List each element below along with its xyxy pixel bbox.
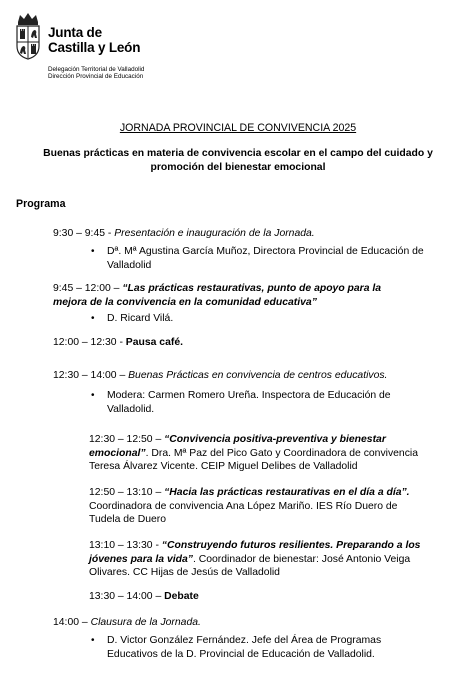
speaker-line: Dª. Mª Agustina García Muñoz, Directora Provincial de Educación de xyxy=(107,246,424,257)
talk-title: “Construyendo futuros resilientes. Preparando a los xyxy=(161,540,421,551)
session-good-practices xyxy=(53,369,387,383)
moderator-line: Valladolid. xyxy=(107,403,155,415)
session-time: 14:00 – xyxy=(53,617,91,628)
talk-title: Debate xyxy=(164,591,199,602)
speaker-line: D. Victor González Fernández. Jefe del Área de Programas xyxy=(107,635,382,646)
session-talk xyxy=(53,282,458,309)
session-title-cont: mejora de la convivencia en la comunidad educativa” xyxy=(53,296,317,308)
letterhead xyxy=(14,10,214,82)
bullet-icon: • xyxy=(91,246,95,257)
talk-time: 13:30 – 14:00 – xyxy=(89,591,165,602)
talk-speakers: Coordinadora de convivencia Ana López Mariño. IES Río Duero de xyxy=(89,500,398,512)
talk-entry xyxy=(89,433,458,474)
talk-speakers: . Dra. Mª Paz del Pico Gato y Coordinadora de convivencia xyxy=(145,447,418,459)
bullet-icon: • xyxy=(91,635,95,646)
talk-speakers-cont: Tudela de Duero xyxy=(89,514,167,525)
session-title: Buenas Prácticas en convivencia de centros educativos. xyxy=(128,370,388,381)
talk-time: 13:10 – 13:30 - xyxy=(89,540,162,551)
coat-of-arms-icon xyxy=(14,12,42,60)
session-time: 12:00 – 12:30 - xyxy=(53,337,126,348)
debate-entry xyxy=(89,590,199,604)
session-title: Pausa café. xyxy=(125,337,183,348)
talk-title: “Convivencia positiva-preventiva y bienestar xyxy=(164,434,386,445)
session-time: 9:30 – 9:45 - xyxy=(53,228,115,239)
direction-text: Dirección Provincial de Educación xyxy=(48,73,144,80)
talk-time: 12:50 – 13:10 – xyxy=(89,487,165,498)
org-name-line2: Castilla y León xyxy=(48,40,141,55)
subtitle-line1: Buenas prácticas en materia de convivencia escolar en el campo del cuidado y xyxy=(43,148,433,159)
org-name-line1: Junta de xyxy=(48,25,102,40)
talk-speakers-cont: Teresa Álvarez Vicente. CEIP Miguel Delibes de Valladolid xyxy=(89,461,358,472)
speaker-line: Educativos de la D. Provincial de Educación de Valladolid. xyxy=(107,648,375,660)
session-time: 9:45 – 12:00 – xyxy=(53,283,123,294)
talk-title-cont: emocional” xyxy=(89,447,146,459)
programa-heading: Programa xyxy=(16,198,66,210)
speaker-line: Valladolid xyxy=(107,259,152,271)
talk-time: 12:30 – 12:50 – xyxy=(89,434,165,445)
document-subtitle xyxy=(26,147,450,175)
bullet-icon: • xyxy=(91,313,95,324)
session-title: “Las prácticas restaurativas, punto de apoyo para la xyxy=(122,283,382,294)
delegation-text: Delegación Territorial de Valladolid xyxy=(48,66,145,73)
session-time: 12:30 – 14:00 – xyxy=(53,370,129,381)
session-break xyxy=(53,336,183,350)
session-title: Clausura de la Jornada. xyxy=(90,617,201,628)
moderator-line: Modera: Carmen Romero Ureña. Inspectora de Educación de xyxy=(107,390,391,401)
document-title: JORNADA PROVINCIAL DE CONVIVENCIA 2025 xyxy=(119,122,357,134)
subtitle-line2: promoción del bienestar emocional xyxy=(150,162,326,173)
talk-title: “Hacia las prácticas restaurativas en el día a día”. xyxy=(164,487,410,498)
speaker-entry xyxy=(107,634,458,661)
bullet-icon: • xyxy=(91,390,95,401)
speaker-line: D. Ricard Vilá. xyxy=(107,313,174,324)
session-title: Presentación e inauguración de la Jornada. xyxy=(114,228,315,239)
talk-entry xyxy=(89,539,458,580)
talk-speakers: . Coordinador de bienestar: José Antonio Veiga xyxy=(192,553,411,565)
session-opening xyxy=(53,227,315,241)
session-closing xyxy=(53,616,201,630)
moderator-entry xyxy=(107,389,458,416)
speaker-entry xyxy=(107,245,458,272)
talk-title-cont: jóvenes para la vida” xyxy=(89,553,193,565)
talk-speakers-cont: Olivares. CC Hijas de Jesús de Valladolid xyxy=(89,567,280,578)
talk-entry xyxy=(89,486,458,527)
